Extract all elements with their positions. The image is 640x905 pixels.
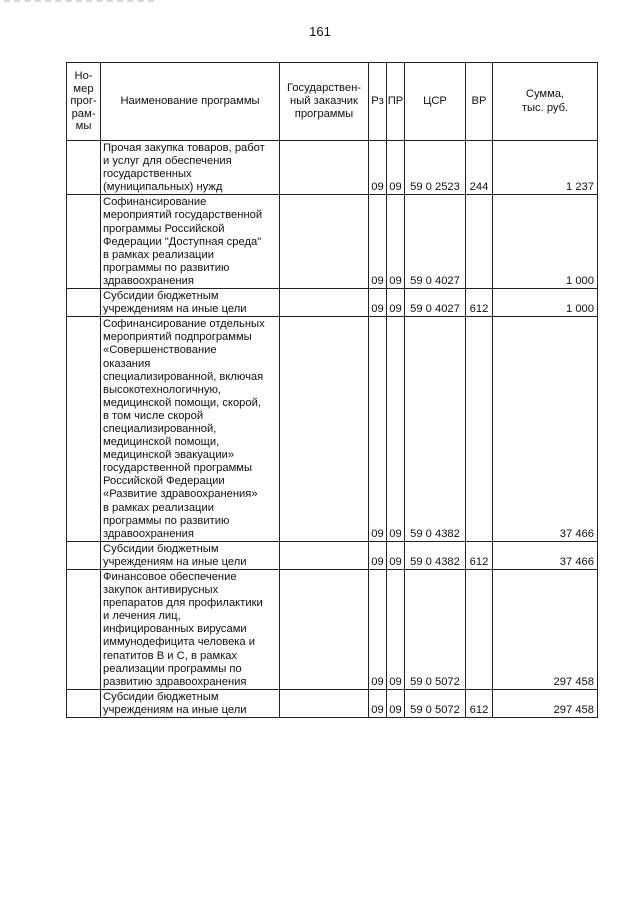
- header-state-customer: Государствен- ный заказчик программы: [280, 63, 369, 141]
- cell-customer: [280, 141, 369, 195]
- cell-number: [67, 141, 101, 195]
- header-sum: Сумма, тыс. руб.: [493, 63, 598, 141]
- cell-pr: 09: [387, 689, 405, 717]
- cell-rz: 09: [369, 141, 387, 195]
- cell-vr: 612: [466, 541, 493, 569]
- cell-sum: 297 458: [493, 570, 598, 690]
- table-row: [67, 317, 598, 542]
- cell-number: [67, 317, 101, 542]
- header-program-name: Наименование программы: [101, 63, 280, 141]
- table-row: [67, 195, 598, 289]
- cell-vr: [466, 570, 493, 690]
- cell-pr: 09: [387, 195, 405, 289]
- header-vr: ВР: [466, 63, 493, 141]
- table-header-row: [67, 63, 598, 141]
- cell-pr: 09: [387, 317, 405, 542]
- table-row: [67, 289, 598, 317]
- cell-pr: 09: [387, 141, 405, 195]
- cell-sum: 37 466: [493, 317, 598, 542]
- cell-number: [67, 689, 101, 717]
- header-program-number: Но- мер прог- рам- мы: [67, 63, 101, 141]
- cell-program-name: Софинансирование мероприятий государственной программы Российской Федерации "Доступная среда" в рамках реализации программы по развитию здравоохранения: [101, 195, 280, 289]
- cell-program-name: Субсидии бюджетным учреждениям на иные цели: [101, 689, 280, 717]
- cell-sum: 1 237: [493, 141, 598, 195]
- cell-vr: [466, 195, 493, 289]
- cell-csr: 59 0 5072: [405, 570, 466, 690]
- cell-customer: [280, 570, 369, 690]
- cell-program-name: Софинансирование отдельных мероприятий подпрограммы «Совершенствование оказания специализированной, включая высокотехнологичную, медицинской помощи, скорой, в том числе скорой специализированной, медицинской помощи, медицинской эвакуации» государственной программы Российской Федерации «Развитие здравоохранения» в рамках реализации программы по развитию здравоохранения: [101, 317, 280, 542]
- cell-csr: 59 0 4382: [405, 317, 466, 542]
- cell-sum: 297 458: [493, 689, 598, 717]
- budget-program-table: [66, 62, 598, 718]
- cell-customer: [280, 317, 369, 542]
- header-rz: Рз: [369, 63, 387, 141]
- cell-rz: 09: [369, 541, 387, 569]
- cell-csr: 59 0 2523: [405, 141, 466, 195]
- cell-pr: 09: [387, 289, 405, 317]
- cell-rz: 09: [369, 570, 387, 690]
- cell-number: [67, 289, 101, 317]
- cell-number: [67, 541, 101, 569]
- table-row: [67, 689, 598, 717]
- cell-number: [67, 570, 101, 690]
- cell-rz: 09: [369, 195, 387, 289]
- page-number: 161: [309, 24, 331, 39]
- cell-rz: 09: [369, 289, 387, 317]
- cell-sum: 37 466: [493, 541, 598, 569]
- table-row: [67, 570, 598, 690]
- scan-artifact: [4, 0, 154, 6]
- cell-program-name: Субсидии бюджетным учреждениям на иные цели: [101, 541, 280, 569]
- cell-program-name: Финансовое обеспечение закупок антивирусных препаратов для профилактики и лечения лиц, инфицированных вирусами иммунодефицита человека и гепатитов В и С, в рамках реализации программы по развитию здравоохранения: [101, 570, 280, 690]
- cell-vr: 612: [466, 689, 493, 717]
- cell-pr: 09: [387, 570, 405, 690]
- cell-program-name: Субсидии бюджетным учреждениям на иные цели: [101, 289, 280, 317]
- cell-rz: 09: [369, 317, 387, 542]
- cell-number: [67, 195, 101, 289]
- cell-vr: 244: [466, 141, 493, 195]
- cell-rz: 09: [369, 689, 387, 717]
- cell-vr: 612: [466, 289, 493, 317]
- cell-csr: 59 0 4027: [405, 195, 466, 289]
- cell-customer: [280, 289, 369, 317]
- cell-csr: 59 0 5072: [405, 689, 466, 717]
- cell-csr: 59 0 4382: [405, 541, 466, 569]
- header-csr: ЦСР: [405, 63, 466, 141]
- table-row: [67, 141, 598, 195]
- cell-customer: [280, 689, 369, 717]
- cell-sum: 1 000: [493, 289, 598, 317]
- cell-program-name: Прочая закупка товаров, работ и услуг для обеспечения государственных (муниципальных) нужд: [101, 141, 280, 195]
- cell-sum: 1 000: [493, 195, 598, 289]
- table-row: [67, 541, 598, 569]
- cell-customer: [280, 195, 369, 289]
- cell-pr: 09: [387, 541, 405, 569]
- cell-vr: [466, 317, 493, 542]
- cell-csr: 59 0 4027: [405, 289, 466, 317]
- cell-customer: [280, 541, 369, 569]
- header-pr: ПР: [387, 63, 405, 141]
